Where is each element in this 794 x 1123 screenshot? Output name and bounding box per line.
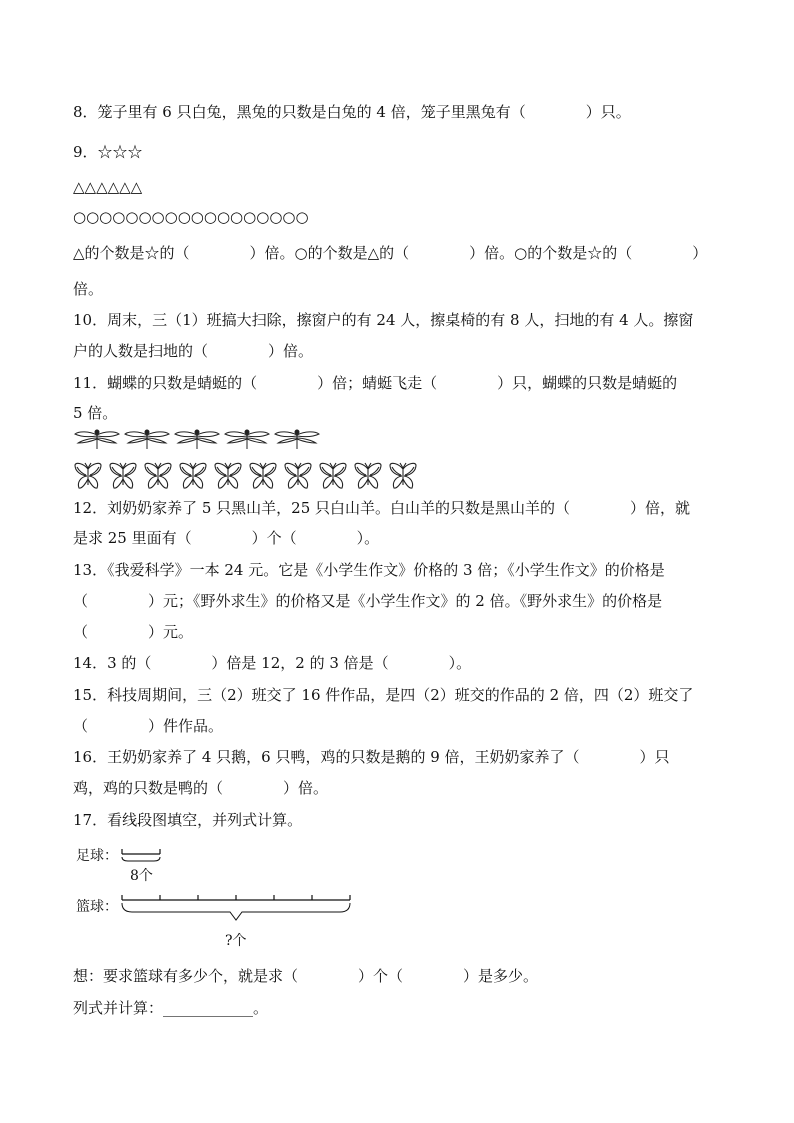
butterfly-icon <box>73 461 103 491</box>
question-15: 15．科技周期间，三（2）班交了 16 件作品，是四（2）班交的作品的 2 倍，四（2）班交了 <box>73 686 694 704</box>
question-11: 11．蝴蝶的只数是蜻蜓的（ ）倍；蜻蜓飞走（ ）只，蝴蝶的只数是蜻蜓的 <box>73 374 678 392</box>
question-12: 12．刘奶奶家养了 5 只黑山羊，25 只白山羊。白山羊的只数是黑山羊的（ ）倍，就 <box>73 499 691 517</box>
question-13-cont2: （ ）元。 <box>73 623 194 641</box>
question-12-cont: 是求 25 里面有（ ）个（ ）。 <box>73 529 380 547</box>
question-9-prompt: △的个数是☆的（ ）倍。○的个数是△的（ ）倍。○的个数是☆的（ ） <box>73 244 708 262</box>
butterfly-icon <box>388 461 418 491</box>
butterfly-icon <box>143 461 173 491</box>
butterfly-icon <box>283 461 313 491</box>
dragonfly-icon <box>273 428 321 450</box>
football-label: 足球： <box>76 848 118 864</box>
football-value: 8个 <box>130 868 153 884</box>
question-8: 8．笼子里有 6 只白兔，黑兔的只数是白兔的 4 倍，笼子里黑兔有（ ）只。 <box>73 103 631 121</box>
think-prompt: 想：要求篮球有多少个，就是求（ ）个（ ）是多少。 <box>73 967 539 985</box>
dragonfly-icon <box>123 428 171 450</box>
basketball-label: 篮球： <box>76 899 118 915</box>
question-11-cont: 5 倍。 <box>73 404 118 422</box>
question-10-cont: 户的人数是扫地的（ ）倍。 <box>73 342 314 360</box>
butterfly-icon <box>178 461 208 491</box>
butterfly-icon <box>108 461 138 491</box>
butterfly-icon <box>318 461 348 491</box>
question-9-circles: ○○○○○○○○○○○○○○○○○○ <box>73 208 309 226</box>
question-16-cont: 鸡，鸡的只数是鸭的（ ）倍。 <box>73 779 329 797</box>
dragonfly-row <box>73 428 321 450</box>
butterfly-icon <box>353 461 383 491</box>
butterfly-icon <box>248 461 278 491</box>
question-16: 16．王奶奶家养了 4 只鹅，6 只鸭，鸡的只数是鹅的 9 倍，王奶奶家养了（ ）只 <box>73 748 670 766</box>
question-15-cont: （ ）件作品。 <box>73 717 224 735</box>
question-10: 10．周末，三（1）班搞大扫除，擦窗户的有 24 人，擦桌椅的有 8 人，扫地的有 4 人。擦窗 <box>73 311 694 329</box>
dragonfly-icon <box>73 428 121 450</box>
question-13-cont: （ ）元；《野外求生》的价格又是《小学生作文》的 2 倍。《野外求生》的价格是 <box>73 592 663 610</box>
calculate-prompt: 列式并计算：____________。 <box>73 999 269 1017</box>
question-9-triangles: △△△△△△ <box>73 178 143 196</box>
basketball-value: ?个 <box>225 933 247 949</box>
segment-lines <box>73 842 373 952</box>
dragonfly-icon <box>173 428 221 450</box>
question-9-prompt-cont: 倍。 <box>73 280 104 298</box>
dragonfly-icon <box>223 428 271 450</box>
butterfly-row <box>73 461 418 491</box>
question-9-stars: 9．☆☆☆ <box>73 143 143 161</box>
segment-diagram <box>73 842 373 952</box>
question-13: 13．《我爱科学》一本 24 元。它是《小学生作文》价格的 3 倍；《小学生作文》的价格是 <box>73 561 665 579</box>
butterfly-icon <box>213 461 243 491</box>
question-17: 17．看线段图填空，并列式计算。 <box>73 811 303 829</box>
question-14: 14．3 的（ ）倍是 12，2 的 3 倍是（ ）。 <box>73 654 472 672</box>
